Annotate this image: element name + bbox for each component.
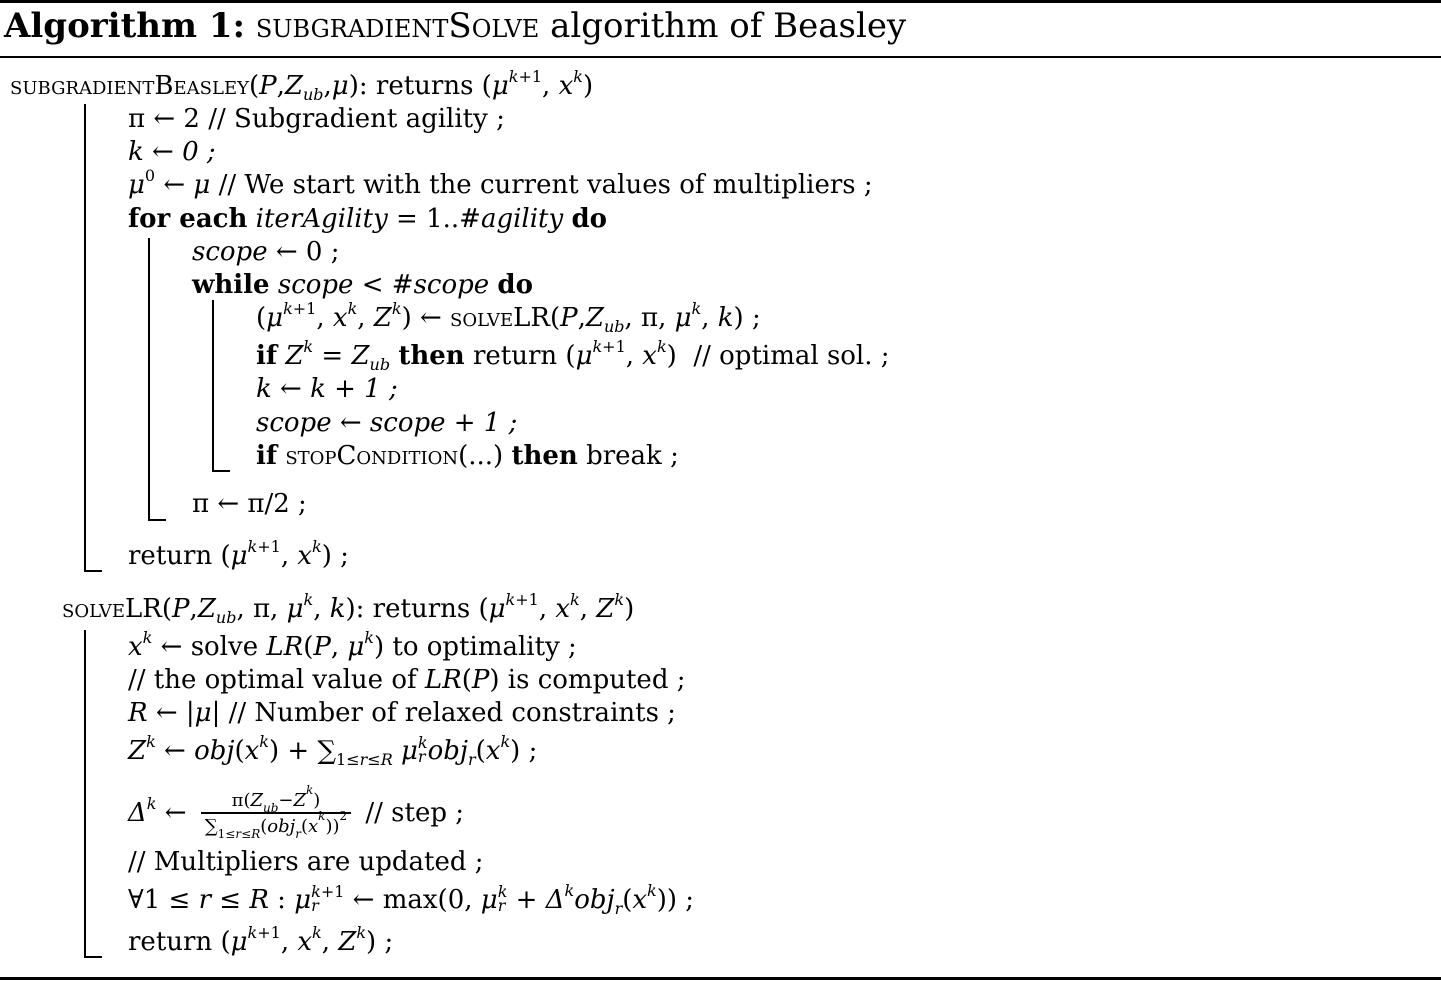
code-line-step: $\Delta^k$ ← $\frac{\pi(Z_{ub}-Z^k)}{\sum_{1\le r\le R}(obj_r(x^k))^2}$ // step ;: [128, 783, 465, 841]
code-line-scope-init: scope ← 0 ;: [192, 237, 340, 267]
code-line-k-inc: k ← k + 1 ;: [256, 374, 398, 404]
code-line-scope-inc: scope ← scope + 1 ;: [256, 408, 518, 438]
title-rule: [0, 56, 1441, 58]
code-line-f1-return: return ($\mu^{k+1}$, $x^k$) ;: [128, 537, 349, 571]
code-line-pi-half: π ← π/2 ;: [192, 489, 307, 519]
top-rule: [0, 0, 1441, 3]
code-line-zk: $Z^k$ ← $obj(x^k) + \sum_{1\le r\le R}$ μ k r $obj_r(x^k)$ ;: [128, 732, 538, 769]
algorithm-label: Algorithm 1:: [4, 6, 246, 46]
code-line-pi-init: π ← 2 // Subgradient agility ;: [128, 104, 505, 134]
block-bar-while: [212, 300, 214, 472]
algorithm-name: subgradientSolve: [255, 6, 540, 46]
code-line-while: while scope < #scope do: [192, 270, 533, 300]
code-line-if-optimal: if $Z^k = Z_{ub}$ then return ($\mu^{k+1}$, $x^k$) // optimal sol. ;: [256, 337, 890, 374]
block-foot-for: [148, 519, 166, 521]
code-line-opt-comment: // the optimal value of LR(P) is computed ;: [128, 665, 686, 695]
block-bar-f2: [84, 630, 86, 958]
block-bar-for: [148, 238, 150, 521]
code-line-foreach: for each iterAgility = 1..#agility do: [128, 204, 607, 234]
block-foot-f2: [84, 956, 102, 958]
algorithm-title: [4, 4, 906, 48]
block-foot-f1: [84, 570, 102, 572]
algorithm-caption: algorithm of Beasley: [550, 6, 907, 46]
code-line-mu-init: $\mu^0$ ← μ // We start with the current values of multipliers ;: [128, 166, 873, 200]
code-line-k-init: k ← 0 ;: [128, 137, 216, 167]
bottom-rule: [0, 977, 1441, 980]
code-line-relaxed: R ← |μ| // Number of relaxed constraints ;: [128, 698, 676, 728]
code-line-stop: if stopCondition(...) then break ;: [256, 441, 679, 471]
code-line-call-solvelr: ($\mu^{k+1}$, $x^k$, $Z^k$) ← $solveLR(P,Z_{ub}$, π, $\mu^k$, k) ;: [256, 299, 761, 336]
block-foot-while: [212, 470, 230, 472]
code-line-update: ∀1 ≤ r ≤ R : μ k+1 r ← max(0, μ k r + $\Delta^kobj_r(x^k)$) ;: [128, 881, 695, 918]
code-line-f2-header: $solveLR(P,Z_{ub}$, π, $\mu^k$, k): returns ($\mu^{k+1}$, $x^k$, $Z^k$): [62, 590, 635, 627]
code-line-solve-lr: $x^k$ ← solve LR(P, $\mu^k$) to optimality ;: [128, 628, 577, 662]
code-line-f2-return: return ($\mu^{k+1}$, $x^k$, $Z^k$) ;: [128, 923, 394, 957]
block-bar-f1: [84, 104, 86, 572]
code-line-f1-header: $subgradientBeasley(P,Z_{ub},\mu)$: returns ($\mu^{k+1}$, $x^k$): [10, 67, 594, 104]
step-fraction: $\frac{\pi(Z_{ub}-Z^k)}{\sum_{1\le r\le R}(obj_r(x^k))^2}$: [201, 790, 351, 838]
code-line-mult-comment: // Multipliers are updated ;: [128, 847, 484, 877]
